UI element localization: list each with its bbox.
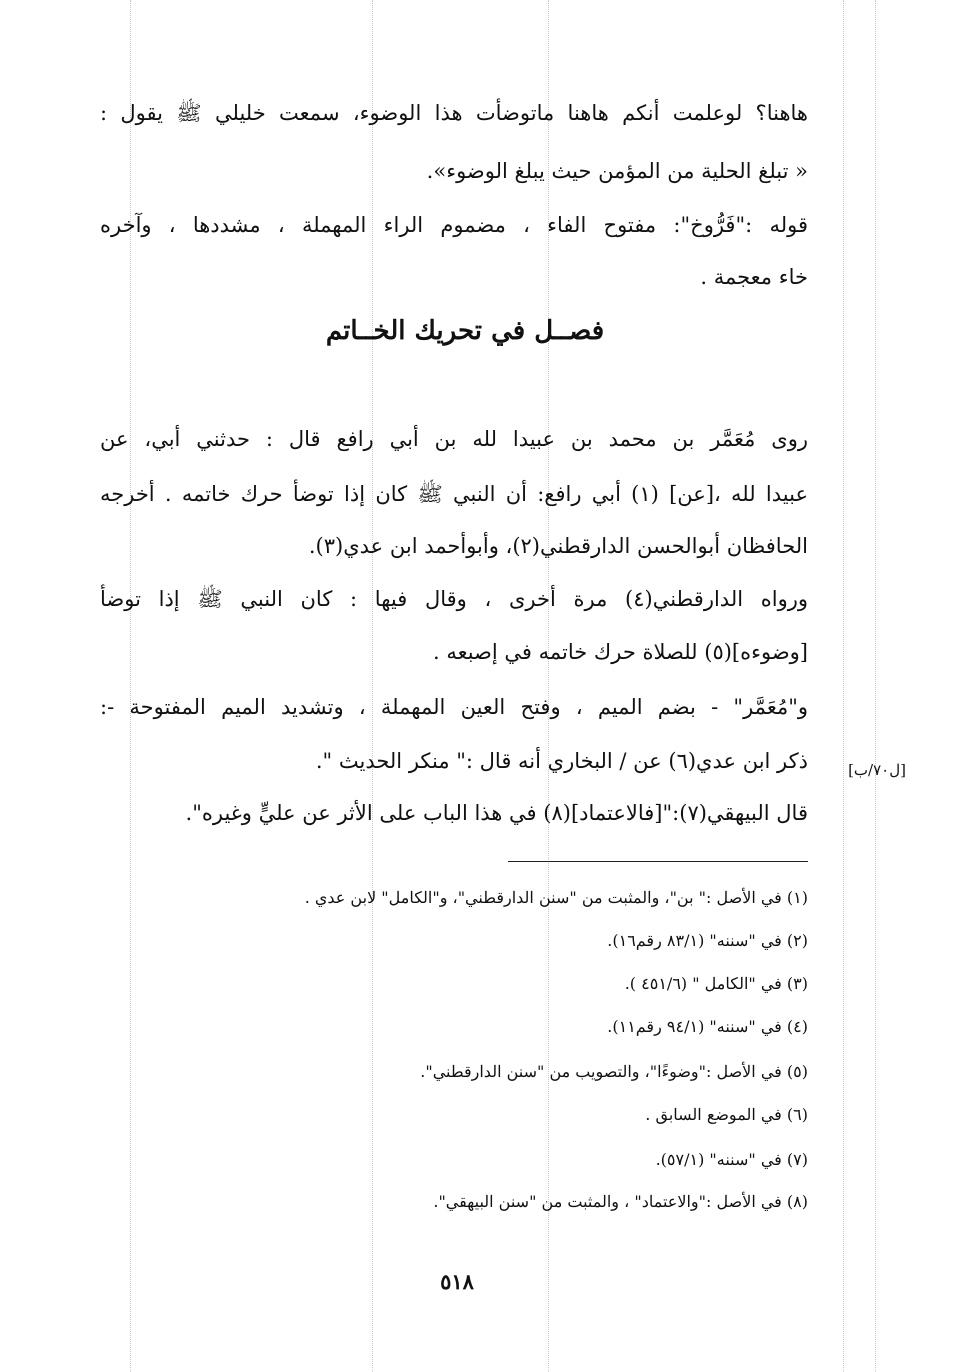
section-line: عبيدا لله ،[عن] (١) أبي رافع: أن النبي ﷺ كان إذا توضأ حرك خاتمه . أخرجه xyxy=(100,482,808,506)
footnote: (٣) في "الكامل " (٤٥١/٦ ). xyxy=(624,974,808,993)
footnote: (٤) في "سننه" (٩٤/١ رقم١١). xyxy=(607,1017,808,1036)
scan-guide-line xyxy=(372,0,373,1372)
footnote: (٥) في الأصل :"وضوءًا"، والتصويب من "سنن الدارقطني". xyxy=(420,1062,808,1081)
footnote-separator xyxy=(508,861,808,862)
footnote: (٢) في "سننه" (٨٣/١ رقم١٦). xyxy=(607,931,808,950)
section-line: ذكر ابن عدي(٦) عن / البخاري أنه قال :" منكر الحديث ". xyxy=(315,749,808,773)
section-line: [وضوءه](٥) للصلاة حرك خاتمه في إصبعه . xyxy=(432,640,808,664)
footnote: (١) في الأصل :" بن"، والمثبت من "سنن الدارقطني"، و"الكامل" لابن عدي . xyxy=(304,888,808,907)
footnote: (٦) في الموضع السابق . xyxy=(645,1105,808,1124)
section-line: و"مُعَمَّر" - بضم الميم ، وفتح العين المهملة ، وتشديد الميم المفتوحة -: xyxy=(100,695,808,719)
body-line: هاهنا؟ لوعلمت أنكم هاهنا ماتوضأت هذا الوضوء، سمعت خليلي ﷺ يقول : xyxy=(100,101,808,125)
section-heading: فصــل في تحريك الخــاتم xyxy=(325,316,605,346)
section-line: قال البيهقي(٧):"[فالاعتماد](٨) في هذا الباب على الأثر عن عليٍّ وغيره". xyxy=(185,801,808,825)
section-line: ورواه الدارقطني(٤) مرة أخرى ، وقال فيها : كان النبي ﷺ إذا توضأ xyxy=(100,587,809,611)
body-line: خاء معجمة . xyxy=(700,265,808,289)
body-line: « تبلغ الحلية من المؤمن حيث يبلغ الوضوء». xyxy=(426,159,808,183)
manuscript-folio-note: [ل٧٠/ب] xyxy=(848,761,906,779)
scan-guide-line xyxy=(548,0,549,1372)
scan-guide-line xyxy=(875,0,876,1372)
scan-guide-line xyxy=(130,0,131,1372)
scan-guide-line xyxy=(843,0,844,1372)
body-line: قوله :"فَرُّوخ": مفتوح الفاء ، مضموم الراء المهملة ، مشددها ، وآخره xyxy=(100,213,808,237)
footnote: (٧) في "سننه" (٥٧/١). xyxy=(655,1150,808,1169)
section-line: روى مُعَمَّر بن محمد بن عبيدا لله بن أبي رافع قال : حدثني أبي، عن xyxy=(100,427,808,451)
section-line: الحافظان أبوالحسن الدارقطني(٢)، وأبوأحمد ابن عدي(٣). xyxy=(308,534,808,558)
page-number: ٥١٨ xyxy=(440,1269,474,1294)
footnote: (٨) في الأصل :"والاعتماد" ، والمثبت من "سنن البيهقي". xyxy=(433,1192,808,1211)
